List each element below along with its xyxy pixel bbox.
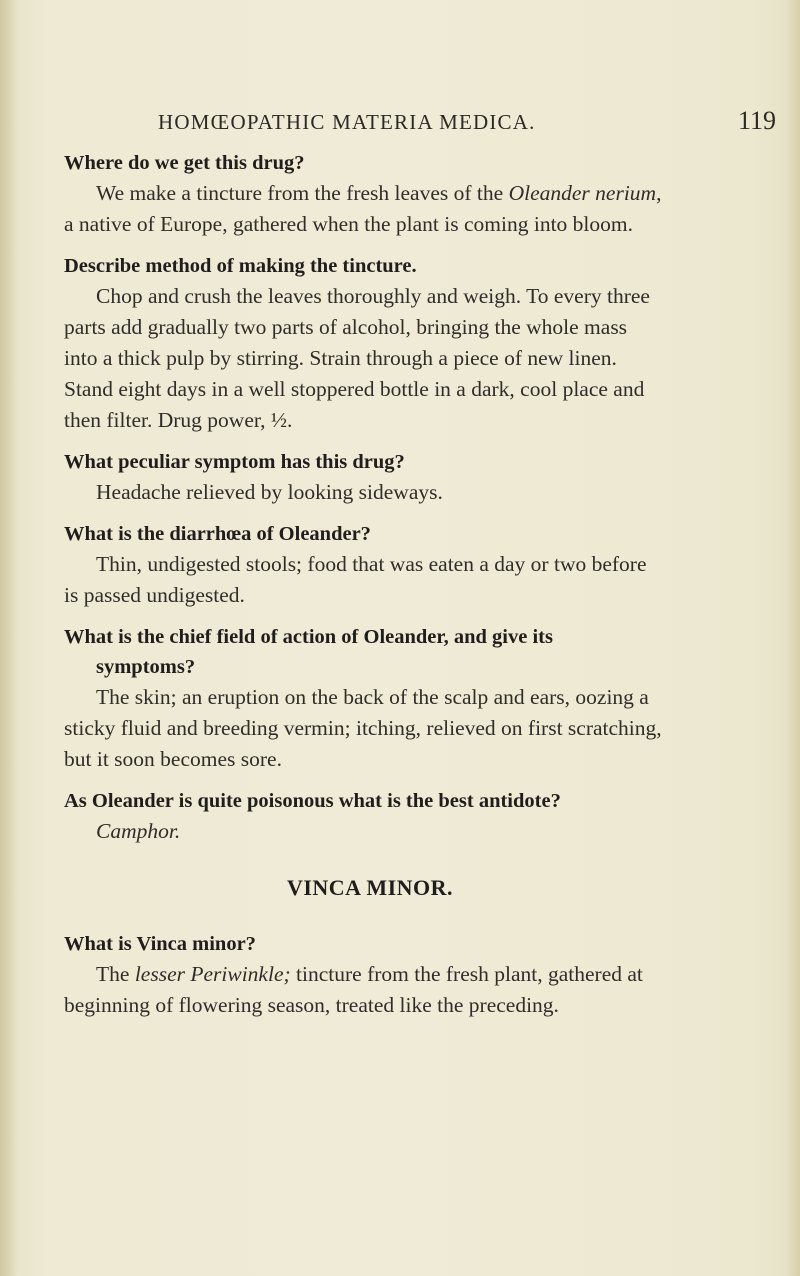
answer-vinca: The lesser Periwinkle; tincture from the fresh plant, gathered at beginning of flowering season, treated like the preceding.: [64, 962, 643, 1017]
answer-source: We make a tincture from the fresh leaves of the Oleander nerium, a native of Europe, gathered when the plant is coming into bloom.: [64, 181, 662, 236]
answer-diarrhoea: Thin, undigested stools; food that was eaten a day or two before is passed undigested.: [64, 552, 647, 607]
section-title: VINCA MINOR.: [286, 875, 454, 900]
question-symptom: What peculiar symptom has this drug?: [64, 451, 405, 473]
question-diarrhoea: What is the diarrhœa of Oleander?: [64, 523, 371, 545]
question-antidote: As Oleander is quite poisonous what is the best antidote?: [64, 790, 561, 812]
question-field-of-action: What is the chief field of action of Oleander, and give its symptoms?: [64, 626, 553, 678]
page-body: [64, 148, 664, 1021]
running-title: HOMŒOPATHIC MATERIA MEDICA.: [158, 110, 536, 134]
question-vinca: What is Vinca minor?: [64, 933, 256, 955]
page-edge-shadow-left: [0, 0, 18, 1276]
question-source: Where do we get this drug?: [64, 152, 305, 174]
answer-field-of-action: The skin; an eruption on the back of the scalp and ears, oozing a sticky fluid and breeding vermin; itching, relieved on first scratching, but it soon becomes sore.: [64, 685, 662, 771]
question-method: Describe method of making the tincture.: [64, 255, 417, 277]
answer-symptom: Headache relieved by looking sideways.: [96, 480, 443, 504]
latin-name: Oleander nerium: [508, 181, 657, 205]
answer-method: Chop and crush the leaves thoroughly and weigh. To every three parts add gradually two parts of alcohol, bringing the whole mass into a thick pulp by stirring. Strain through a piece of new linen. Stand eight days in a well stoppered bottle in a dark, cool place and then filter. Drug power, ½.: [64, 284, 650, 432]
page-number: 119: [738, 106, 777, 135]
answer-antidote: Camphor.: [96, 819, 181, 843]
page-edge-shadow-right: [786, 0, 800, 1276]
page-header: [0, 106, 800, 146]
common-name: lesser Periwinkle;: [134, 962, 291, 986]
